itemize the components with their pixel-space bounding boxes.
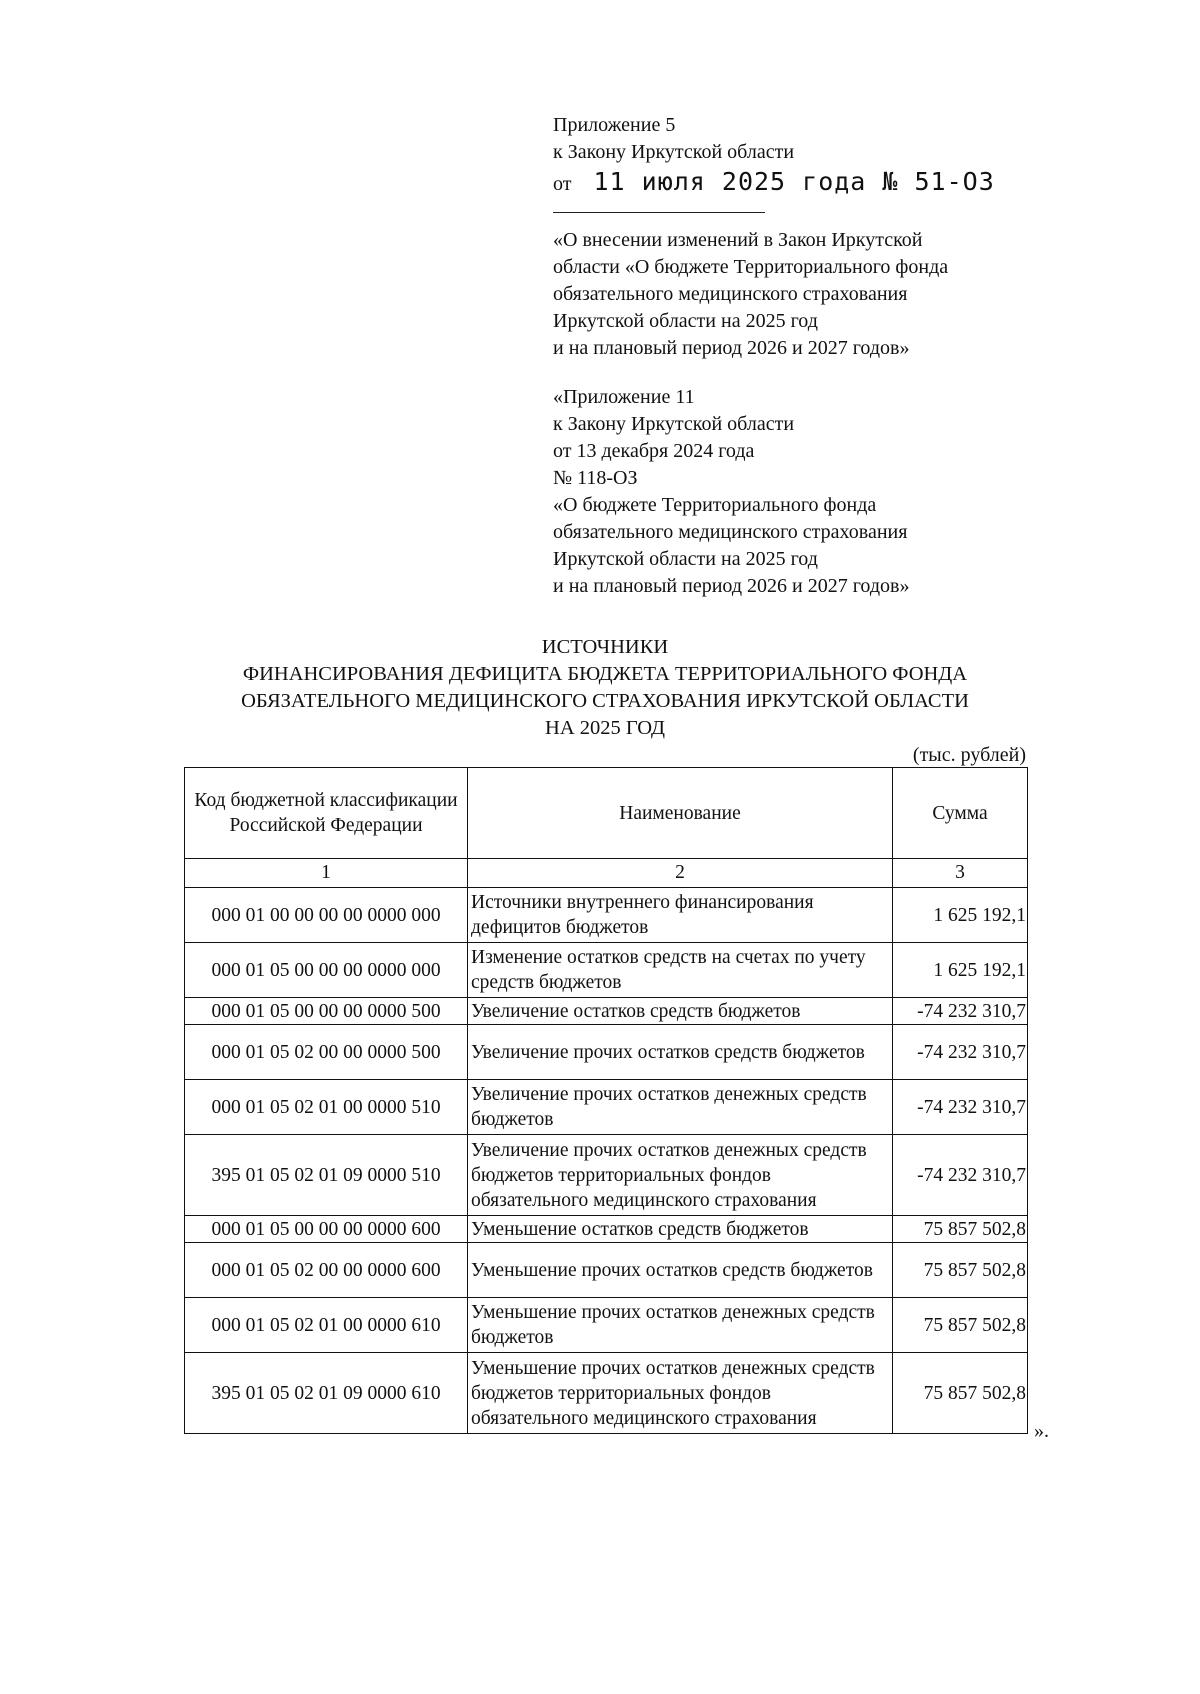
row-name: Источники внутреннего финансирования дефицитов бюджетов <box>468 888 893 943</box>
row-sum: 1 625 192,1 <box>893 943 1028 998</box>
table-row <box>185 1243 1028 1298</box>
original-appendix-line-2: к Закону Иркутской области <box>553 413 795 435</box>
law-title-line-2: области «О бюджете Территориального фонда <box>553 256 949 278</box>
row-sum: -74 232 310,7 <box>893 1080 1028 1135</box>
row-sum: 75 857 502,8 <box>893 1243 1028 1298</box>
units-label: (тыс. рублей) <box>912 744 1026 766</box>
row-name: Уменьшение остатков средств бюджетов <box>468 1216 893 1243</box>
column-number-1: 1 <box>185 859 468 888</box>
appendix-law-reference: к Закону Иркутской области <box>553 141 795 163</box>
financing-sources-table <box>184 767 1028 1434</box>
row-sum: 75 857 502,8 <box>893 1353 1028 1434</box>
original-appendix-line-5: «О бюджете Территориального фонда <box>553 494 877 516</box>
appendix-number: Приложение 5 <box>553 114 676 136</box>
original-appendix-line-8: и на плановый период 2026 и 2027 годов» <box>553 575 910 597</box>
row-name: Уменьшение прочих остатков денежных средств бюджетов территориальных фондов обязательного медицинского страхования <box>468 1353 893 1434</box>
law-date-line <box>553 168 1013 198</box>
title-line-3: ОБЯЗАТЕЛЬНОГО МЕДИЦИНСКОГО СТРАХОВАНИЯ ИРКУТСКОЙ ОБЛАСТИ <box>241 690 969 712</box>
row-code: 395 01 05 02 01 09 0000 510 <box>185 1135 468 1216</box>
column-header-sum: Сумма <box>893 768 1028 859</box>
law-title-line-1: «О внесении изменений в Закон Иркутской <box>553 229 923 251</box>
table-row <box>185 1135 1028 1216</box>
row-sum: 1 625 192,1 <box>893 888 1028 943</box>
original-appendix-line-1: «Приложение 11 <box>553 386 695 408</box>
row-code: 000 01 05 00 00 00 0000 000 <box>185 943 468 998</box>
row-name: Уменьшение прочих остатков средств бюджетов <box>468 1243 893 1298</box>
row-sum: -74 232 310,7 <box>893 998 1028 1025</box>
row-name: Увеличение остатков средств бюджетов <box>468 998 893 1025</box>
table-header-row <box>185 768 1028 859</box>
date-prefix: от <box>553 173 572 195</box>
original-appendix-line-6: обязательного медицинского страхования <box>553 521 908 543</box>
law-title-line-5: и на плановый период 2026 и 2027 годов» <box>553 337 910 359</box>
document-title <box>170 634 1040 742</box>
closing-quote-mark: ». <box>1034 1420 1049 1442</box>
typed-date-number: 11 июля 2025 года № 51-ОЗ <box>593 167 995 196</box>
table-row <box>185 1298 1028 1353</box>
row-code: 000 01 05 02 01 00 0000 510 <box>185 1080 468 1135</box>
row-sum: 75 857 502,8 <box>893 1298 1028 1353</box>
spacer <box>553 362 1013 384</box>
row-code: 000 01 05 02 00 00 0000 500 <box>185 1025 468 1080</box>
row-code: 000 01 05 02 00 00 0000 600 <box>185 1243 468 1298</box>
table-row <box>185 1080 1028 1135</box>
original-appendix-line-3: от 13 декабря 2024 года <box>553 440 755 462</box>
title-line-1: ИСТОЧНИКИ <box>541 636 669 658</box>
row-name: Увеличение прочих остатков денежных средств бюджетов <box>468 1080 893 1135</box>
row-sum: -74 232 310,7 <box>893 1135 1028 1216</box>
title-line-2: ФИНАНСИРОВАНИЯ ДЕФИЦИТА БЮДЖЕТА ТЕРРИТОРИАЛЬНОГО ФОНДА <box>242 663 968 685</box>
column-number-3: 3 <box>893 859 1028 888</box>
signature-rule <box>553 212 765 213</box>
original-appendix-line-7: Иркутской области на 2025 год <box>553 548 818 570</box>
column-number-row <box>185 859 1028 888</box>
row-code: 000 01 00 00 00 00 0000 000 <box>185 888 468 943</box>
table-row <box>185 943 1028 998</box>
row-name: Увеличение прочих остатков средств бюджетов <box>468 1025 893 1080</box>
table-row <box>185 1216 1028 1243</box>
table-row <box>185 1025 1028 1080</box>
column-number-2: 2 <box>468 859 893 888</box>
table-row <box>185 1353 1028 1434</box>
column-header-name: Наименование <box>468 768 893 859</box>
row-code: 395 01 05 02 01 09 0000 610 <box>185 1353 468 1434</box>
row-code: 000 01 05 02 01 00 0000 610 <box>185 1298 468 1353</box>
appendix-header <box>553 112 1013 600</box>
original-appendix-line-4: № 118-ОЗ <box>553 467 638 489</box>
law-title-line-4: Иркутской области на 2025 год <box>553 310 818 332</box>
column-header-code: Код бюджетной классификации Российской Федерации <box>185 768 468 859</box>
law-title-line-3: обязательного медицинского страхования <box>553 283 908 305</box>
row-name: Изменение остатков средств на счетах по учету средств бюджетов <box>468 943 893 998</box>
row-code: 000 01 05 00 00 00 0000 600 <box>185 1216 468 1243</box>
title-line-4: НА 2025 ГОД <box>545 717 665 739</box>
table-row <box>185 888 1028 943</box>
row-code: 000 01 05 00 00 00 0000 500 <box>185 998 468 1025</box>
row-sum: -74 232 310,7 <box>893 1025 1028 1080</box>
row-sum: 75 857 502,8 <box>893 1216 1028 1243</box>
row-name: Уменьшение прочих остатков денежных средств бюджетов <box>468 1298 893 1353</box>
row-name: Увеличение прочих остатков денежных средств бюджетов территориальных фондов обязательного медицинского страхования <box>468 1135 893 1216</box>
table-row <box>185 998 1028 1025</box>
